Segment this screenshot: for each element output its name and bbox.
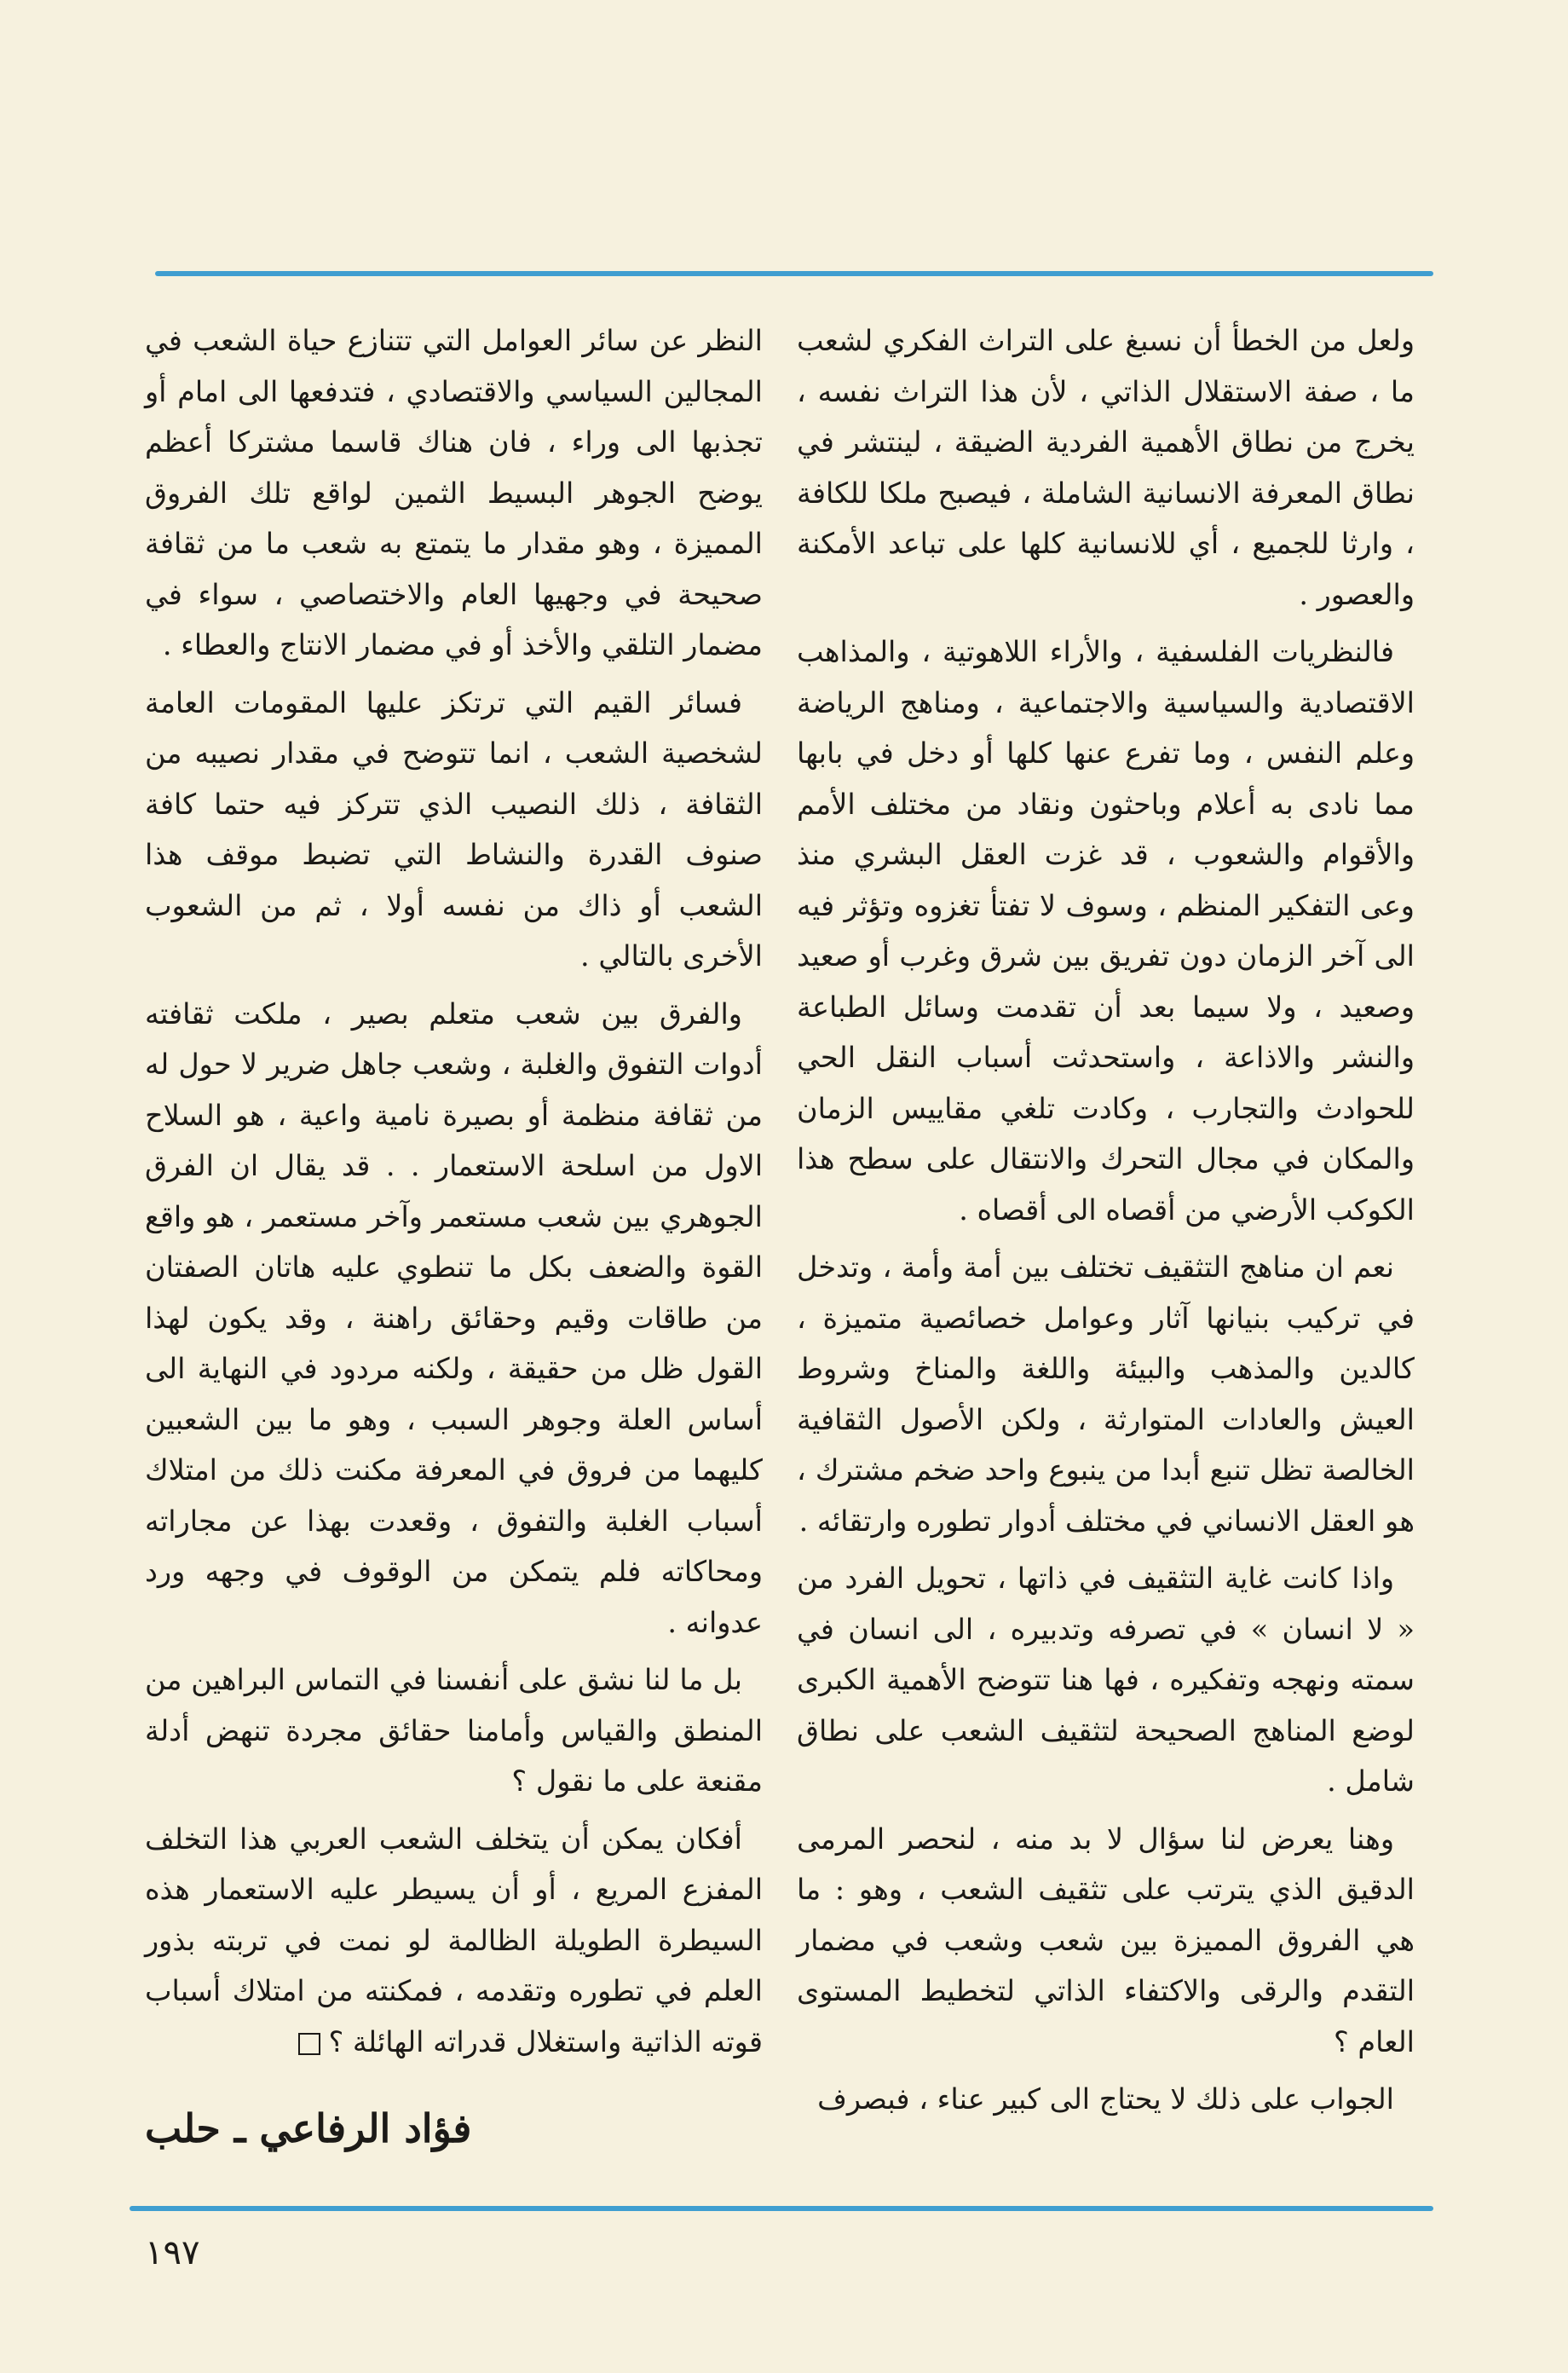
author-name: فؤاد الرفاعي ـ حلب (145, 2105, 472, 2151)
paragraph: النظر عن سائر العوامل التي تتنازع حياة الشعب في المجالين السياسي والاقتصادي ، فتدفعها الى امام أو تجذبها الى وراء ، فان هناك قاسما مشتركا أعظم يوضح الجوهر البسيط الثمين لواقع تلك الفروق المميزة ، وهو مقدار ما يتمتع به شعب ما من ثقافة صحيحة في وجهيها العام والاختصاصي ، سواء في مضمار التلقي والأخذ أو في مضمار الانتاج والعطاء . (145, 324, 763, 661)
end-square-icon (298, 2033, 320, 2055)
paragraph: وهنا يعرض لنا سؤال لا بد منه ، لنحصر المرمى الدقيق الذي يترتب على تثقيف الشعب ، وهو : ما هي الفروق المميزة بين شعب وشعب في مضمار التقدم والرقى والاكتفاء الذاتي لتخطيط المستوى العام ؟ (797, 1822, 1415, 2058)
paragraph: واذا كانت غاية التثقيف في ذاتها ، تحويل الفرد من « لا انسان » في تصرفه وتدبيره ، الى انسان في سمته ونهجه وتفكيره ، فها هنا تتوضح الأهمية الكبرى لوضع المناهج الصحيحة لتثقيف الشعب على نطاق شامل . (797, 1562, 1415, 1798)
top-rule (155, 271, 1433, 276)
right-column (797, 315, 1415, 2132)
paragraph: والفرق بين شعب متعلم بصير ، ملكت ثقافته أدوات التفوق والغلبة ، وشعب جاهل ضرير لا حول له من ثقافة منظمة أو بصيرة نامية واعية ، هو السلاح الاول من اسلحة الاستعمار . . قد يقال ان الفرق الجوهري بين شعب مستعمر وآخر مستعمر ، هو واقع القوة والضعف بكل ما تنطوي عليه هاتان الصفتان من طاقات وقيم وحقائق راهنة ، وقد يكون لهذا القول ظل من حقيقة ، ولكنه مردود في النهاية الى أساس العلة وجوهر السبب ، وهو ما بين الشعبين كليهما من فروق في المعرفة مكنت ذلك من امتلاك أسباب الغلبة والتفوق ، وقعدت بهذا عن مجاراته ومحاكاته فلم يتمكن من الوقوف في وجهه ورد عدوانه . (145, 996, 763, 1639)
paragraph: نعم ان مناهج التثقيف تختلف بين أمة وأمة ، وتدخل في تركيب بنيانها آثار وعوامل خصائصية متميزة ، كالدين والمذهب والبيئة واللغة والمناخ وشروط العيش والعادات المتوارثة ، ولكن الأصول الثقافية الخالصة تظل تنبع أبدا من ينبوع واحد ضخم مشترك ، هو العقل الانساني في مختلف أدوار تطوره وارتقائه . (797, 1250, 1415, 1538)
paragraph-text: أفكان يمكن أن يتخلف الشعب العربي هذا التخلف المفزع المريع ، أو أن يسيطر عليه الاستعمار هذه السيطرة الطويلة الظالمة لو نمت في تربته بذور العلم في تطوره وتقدمه ، فمكنته من امتلاك أسباب قوته الذاتية واستغلال قدراته الهائلة ؟ (145, 1822, 763, 2058)
paragraph-final (145, 1814, 763, 2068)
paragraph: فالنظريات الفلسفية ، والأراء اللاهوتية ، والمذاهب الاقتصادية والسياسية والاجتماعية ، ومناهج الرياضة وعلم النفس ، وما تفرع عنها كلها أو دخل في بابها مما نادى به أعلام وباحثون ونقاد من مختلف الأمم والأقوام والشعوب ، قد غزت العقل البشري منذ وعى التفكير المنظم ، وسوف لا تفتأ تغزوه وتؤثر فيه الى آخر الزمان دون تفريق بين شرق وغرب أو صعيد وصعيد ، ولا سيما بعد أن تقدمت وسائل الطباعة والنشر والاذاعة ، واستحدثت أسباب النقل الحي للحوادث والتجارب ، وكادت تلغي مقاييس الزمان والمكان في مجال التحرك والانتقال على سطح هذا الكوكب الأرضي من أقصاه الى أقصاه . (797, 635, 1415, 1227)
author-byline (145, 2105, 763, 2151)
bottom-rule (130, 2206, 1433, 2211)
paragraph: الجواب على ذلك لا يحتاج الى كبير عناء ، فبصرف (817, 2082, 1394, 2116)
paragraph: بل ما لنا نشق على أنفسنا في التماس البراهين من المنطق والقياس وأمامنا حقائق مجردة تنهض أدلة مقنعة على ما نقول ؟ (145, 1663, 763, 1798)
paragraph: ولعل من الخطأ أن نسبغ على التراث الفكري لشعب ما ، صفة الاستقلال الذاتي ، لأن هذا التراث نفسه ، يخرج من نطاق الأهمية الفردية الضيقة ، لينتشر في نطاق المعرفة الانسانية الشاملة ، فيصبح ملكا للكافة ، وارثا للجميع ، أي للانسانية كلها على تباعد الأمكنة والعصور . (797, 324, 1415, 611)
left-column (145, 315, 763, 2074)
page-number: ١٩٧ (145, 2233, 200, 2272)
paragraph: فسائر القيم التي ترتكز عليها المقومات العامة لشخصية الشعب ، انما تتوضح في مقدار نصيبه من الثقافة ، ذلك النصيب الذي تتركز فيه حتما كافة صنوف القدرة والنشاط التي تضبط موقف هذا الشعب أو ذاك من نفسه أولا ، ثم من الشعوب الأخرى بالتالي . (145, 685, 763, 973)
